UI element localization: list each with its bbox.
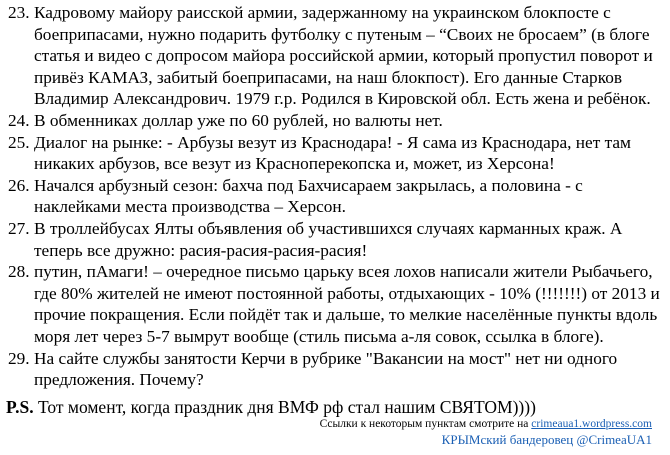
links-note (320, 417, 652, 431)
list-item (8, 175, 663, 218)
list-item (8, 218, 663, 261)
numbered-list (8, 2, 663, 391)
item-number: 26. (8, 175, 30, 195)
postscript (6, 396, 666, 418)
blog-link[interactable]: crimeaua1.wordpress.com (531, 418, 652, 430)
item-text: На сайте службы занятости Керчи в рубрике "Вакансии на мост" нет ни одного предложения. Почему? (34, 348, 618, 390)
item-text: путин, пАмаги! – очередное письмо царьку всея лохов написали жители Рыбачьего, где 80% жителей не имеют постоянной работы, отдыхающих - 10% (!!!!!!!) от 2013 и прочие покращения. Если пойдёт так и дальше, то мелкие населённые пункты вдоль моря лет через 5-7 вымрут вообще (стиль письма а-ля совок, ссылка в блоге). (34, 262, 660, 346)
ps-label: P.S. (6, 397, 34, 417)
item-number: 28. (8, 262, 30, 282)
item-text: Диалог на рынке: - Арбузы везут из Краснодара! - Я сама из Краснодара, нет там никаких арбузов, все везут из Красноперекопска и, может, из Херсона! (34, 132, 631, 174)
item-number: 29. (8, 348, 30, 368)
list-item (8, 348, 663, 391)
list-item (8, 2, 663, 110)
list-item (8, 132, 663, 175)
ps-text: Тот момент, когда праздник дня ВМФ рф стал нашим СВЯТОМ)))) (33, 397, 536, 417)
item-text: В обменниках доллар уже по 60 рублей, но валюты нет. (34, 110, 443, 130)
item-number: 23. (8, 3, 30, 22)
item-text: В троллейбусах Ялты объявления об участившихся случаях карманных краж. А теперь все дружно: расия-расия-расия-расия! (34, 218, 623, 260)
item-number: 27. (8, 218, 30, 238)
item-text: Кадровому майору раисской армии, задержанному на украинском блокпосте с боеприпасами, нужно подарить футболку с путеным – “Своих не бросаем” (в блоге статья и видео с допросом майора российской армии, который пропустил поворот и привёз КАМАЗ, забитый боеприпасами, на наш блокпост). Его данные Старков Владимир Александрович. 1979 г.р. Родился в Кировской обл. Есть жена и ребёнок. (34, 3, 653, 109)
links-prefix: Ссылки к некоторым пунктам смотрите на (319, 418, 532, 430)
item-number: 24. (8, 110, 30, 130)
signature: КРЫМский бандеровец @CrimeaUA1 (441, 432, 652, 447)
item-number: 25. (8, 132, 30, 152)
item-text: Начался арбузный сезон: бахча под Бахчисараем закрылась, а половина - с наклейками места производства – Херсон. (34, 175, 583, 217)
list-item (8, 110, 663, 132)
list-item (8, 261, 663, 347)
